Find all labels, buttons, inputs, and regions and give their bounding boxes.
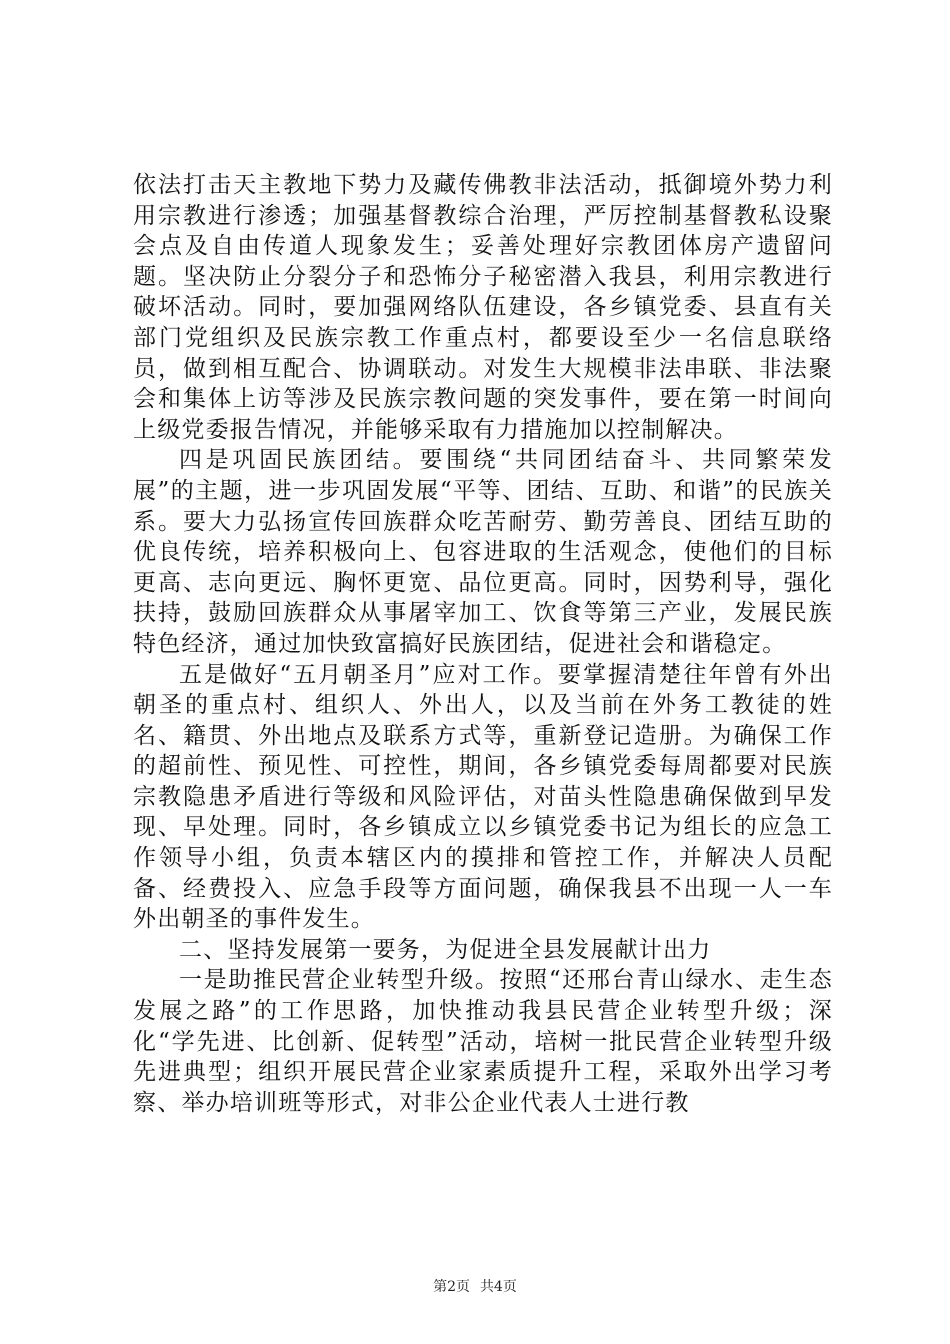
page-footer (0, 1276, 950, 1296)
page-number: 第2页 (433, 1279, 470, 1295)
section-heading: 二、坚持发展第一要务，为促进全县发展献计出力 (179, 936, 712, 963)
document-body (133, 170, 833, 1118)
paragraph-2: 四是巩固民族团结。要围绕“共同团结奋斗、共同繁荣发展”的主题，进一步巩固发展“平等、团结、互助、和谐”的民族关系。要大力弘扬宣传回族群众吃苦耐劳、勤劳善良、团结互助的优良传统，培养积极向上、包容进取的生活观念，使他们的目标更高、志向更远、胸怀更宽、品位更高。同时，因势利导，强化扶持，鼓励回族群众从事屠宰加工、饮食等第三产业，发展民族特色经济，通过加快致富搞好民族团结，促进社会和谐稳定。 (133, 447, 833, 657)
paragraph-1: 依法打击天主教地下势力及藏传佛教非法活动，抵御境外势力利用宗教进行渗透；加强基督教综合治理，严厉控制基督教私设聚会点及自由传道人现象发生；妥善处理好宗教团体房产遗留问题。坚决防止分裂分子和恐怖分子秘密潜入我县，利用宗教进行破坏活动。同时，要加强网络队伍建设，各乡镇党委、县直有关部门党组织及民族宗教工作重点村，都要设至少一名信息联络员，做到相互配合、协调联动。对发生大规模非法串联、非法聚会和集体上访等涉及民族宗教问题的突发事件，要在第一时间向上级党委报告情况，并能够采取有力措施加以控制解决。 (133, 172, 833, 443)
paragraph-4: 一是助推民营企业转型升级。按照“还邢台青山绿水、走生态发展之路”的工作思路，加快推动我县民营企业转型升级；深化“学先进、比创新、促转型”活动，培树一批民营企业转型升级先进典型；组织开展民营企业家素质提升工程，采取外出学习考察、举办培训班等形式，对非公企业代表人士进行教 (133, 967, 833, 1116)
page-total: 共4页 (480, 1279, 517, 1295)
paragraph-3: 五是做好“五月朝圣月”应对工作。要掌握清楚往年曾有外出朝圣的重点村、组织人、外出人，以及当前在外务工教徒的姓名、籍贯、外出地点及联系方式等，重新登记造册。为确保工作的超前性、预见性、可控性，期间，各乡镇党委每周都要对民族宗教隐患矛盾进行等级和风险评估，对苗头性隐患确保做到早发现、早处理。同时，各乡镇成立以乡镇党委书记为组长的应急工作领导小组，负责本辖区内的摸排和管控工作，并解决人员配备、经费投入、应急手段等方面问题，确保我县不出现一人一车外出朝圣的事件发生。 (133, 661, 833, 933)
